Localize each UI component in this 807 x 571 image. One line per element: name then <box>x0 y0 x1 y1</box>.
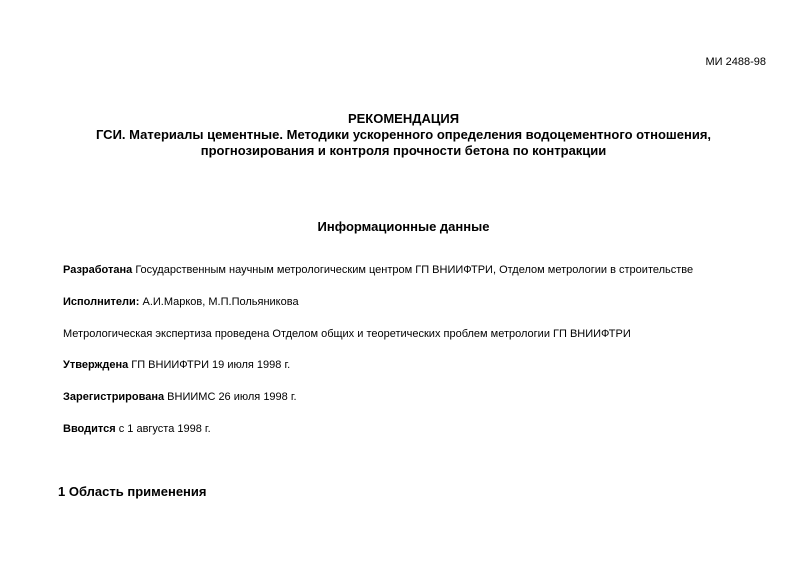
info-registered-label: Зарегистрирована <box>63 391 165 403</box>
info-executors-label: Исполнители: <box>63 296 140 308</box>
info-introduced-value: с 1 августа 1998 г. <box>115 423 211 435</box>
info-heading: Информационные данные <box>317 219 490 234</box>
info-approved <box>63 359 290 371</box>
chapter-1-heading: 1 Область применения <box>58 484 207 499</box>
info-introduced-label: Вводится <box>63 423 116 435</box>
info-introduced <box>63 423 211 435</box>
info-expertise-value: Метрологическая экспертиза проведена Отделом общих и теоретических проблем метрологии ГП ВНИИФТРИ <box>63 328 631 340</box>
info-executors-value: А.И.Марков, М.П.Польяникова <box>139 296 299 308</box>
title-line-type: РЕКОМЕНДАЦИЯ <box>347 111 460 126</box>
info-developed-value: Государственным научным метрологическим центром ГП ВНИИФТРИ, Отделом метрологии в строительстве <box>132 264 694 276</box>
info-developed <box>63 264 693 276</box>
info-approved-value: ГП ВНИИФТРИ 19 июля 1998 г. <box>128 359 291 371</box>
title-line-subject: ГСИ. Материалы цементные. Методики ускоренного определения водоцементного отношения, <box>95 127 712 142</box>
info-executors <box>63 296 299 308</box>
document-title <box>0 111 807 159</box>
info-developed-label: Разработана <box>63 264 133 276</box>
info-registered-value: ВНИИМС 26 июля 1998 г. <box>164 391 297 403</box>
info-expertise <box>63 328 631 340</box>
title-line-subject-cont: прогнозирования и контроля прочности бетона по контракции <box>200 143 607 158</box>
info-approved-label: Утверждена <box>63 359 129 371</box>
info-registered <box>63 391 297 403</box>
document-code: МИ 2488-98 <box>705 56 766 68</box>
